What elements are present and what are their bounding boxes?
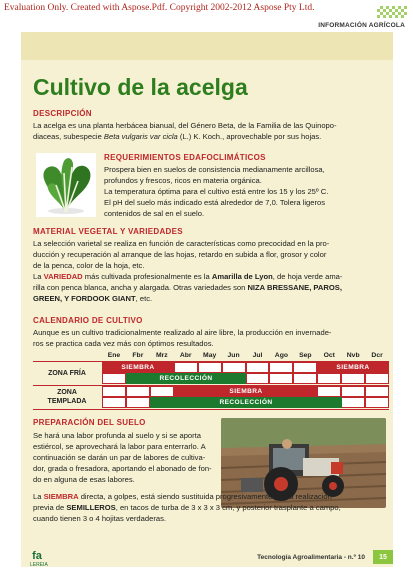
material-line-1: La selección varietal se realiza en función de características como precocidad en la pro- (33, 239, 330, 248)
material-line-2: ducción y recuperación al arranque de las hojas, retardo en subida a flor, grosor y color (33, 250, 327, 259)
logo-subtitle: LEREIA (30, 562, 48, 568)
month-oct: Oct (323, 352, 335, 359)
siembra-line-1-pre: La (33, 492, 44, 501)
requerimientos-line-4: El pH del suelo más indicado está alrededor de 7,0. Tolera ligeros (104, 198, 326, 207)
siembra-line-2-post: , en tacos de turba de 3 x 3 x 3 cm, y posterior trasplante a campo, (115, 503, 341, 512)
variedad-line-1-mid: más cultivada profesionalmente es la (82, 272, 212, 281)
zona-templada-label-1: ZONA (57, 389, 77, 396)
preparacion-text (33, 430, 215, 485)
footer-logo (30, 550, 48, 568)
species-name: Beta vulgaris var cicla (103, 132, 178, 141)
zona-templada-recoleccion-bar (150, 397, 342, 408)
preparacion-line-4: dor, grada o fresadora, aportando el abonado de fon- (33, 464, 212, 473)
month-abr: Abr (179, 352, 192, 359)
variety-list-1: NIZA BRESSANE, PAROS, (247, 283, 342, 292)
month-nvb: Nvb (346, 352, 360, 359)
preparacion-heading: PREPARACIÓN DEL SUELO (33, 418, 146, 427)
siembra-label: SIEMBRA (121, 364, 155, 371)
month-ago: Ago (274, 352, 289, 359)
siembra-text (33, 491, 389, 524)
material-line-3: de la penca, color de la hoja, etc. (33, 261, 145, 270)
watermark: Evaluation Only. Created with Aspose.Pdf. Copyright 2002-2012 Aspose Pty Ltd. (4, 3, 315, 13)
variedad-keyword: VARIEDAD (43, 272, 83, 281)
calendario-line-2: ros se practica cada vez más con óptimos resultados. (33, 339, 214, 348)
descripcion-heading: DESCRIPCIÓN (33, 109, 92, 118)
siembra-line-2 (33, 502, 389, 513)
zona-templada-siembra-bar (174, 386, 318, 397)
zona-fria-recoleccion-bar (126, 373, 246, 384)
month-jul: Jul (252, 352, 263, 359)
month-may: May (203, 352, 217, 359)
variedad-line-2-pre: rilla con penca blanca, ancha y alargada. Otras variedades son (33, 283, 248, 292)
preparacion-line-2: estiércol, se aprovechará la labor para enterrarlo. A (33, 442, 206, 451)
recoleccion-label: RECOLECCIÓN (159, 375, 213, 382)
requerimientos-line-1: Prospera bien en suelos de consistencia medianamente arcillosa, (104, 165, 325, 174)
siembra-line-1 (33, 491, 389, 502)
section-label: INFORMACIÓN AGRÍCOLA (318, 22, 405, 29)
variedad-line-3 (33, 293, 389, 304)
month-sep: Sep (299, 352, 312, 359)
month-jun: Jun (227, 352, 240, 359)
calendario-heading: CALENDARIO DE CULTIVO (33, 316, 143, 325)
preparacion-line-3: continuación se darán un par de labores de cultiva- (33, 453, 206, 462)
semilleros-keyword: SEMILLEROS (66, 503, 116, 512)
material-text (33, 238, 389, 304)
preparacion-line-5: do en alguna de esas labores. (33, 475, 135, 484)
header-bar (0, 20, 413, 31)
footer-publication: Tecnología Agroalimentaria - n.º 10 (257, 554, 365, 561)
siembra-line-1-post: directa, a golpes, está siendo sustituida progresivamente por la realización (78, 492, 332, 501)
month-mrz: Mrz (155, 352, 168, 359)
calendario-text (33, 327, 389, 349)
panel-top-band (21, 32, 393, 60)
chard-photo (36, 153, 96, 217)
siembra-line-3: cuando tienen 3 o 4 hojitas verdaderas. (33, 514, 166, 523)
descripcion-line-2-post: (L.) K. Koch., aprovechable por sus hojas. (177, 132, 322, 141)
page-title: Cultivo de la acelga (33, 74, 248, 100)
logo-mark: fa (32, 550, 42, 562)
requerimientos-line-2: profundos y frescos, ricos en materia orgánica. (104, 176, 262, 185)
variedad-line-3-post: , etc. (135, 294, 153, 303)
month-fbr: Fbr (132, 352, 144, 359)
variety-list-2: GREEN, Y FORDOOK GIANT (33, 294, 136, 303)
zona-templada-label (33, 388, 101, 406)
chard-illustration (36, 153, 96, 217)
page-number: 15 (373, 550, 393, 564)
siembra-line-2-pre: previa de (33, 503, 67, 512)
requerimientos-text (104, 164, 389, 219)
calendar-months (102, 350, 389, 361)
preparacion-line-1: Se hará una labor profunda al suelo y si se aporta (33, 431, 202, 440)
siembra-keyword: SIEMBRA (43, 492, 79, 501)
calendar-rule-bottom (33, 409, 389, 410)
requerimientos-line-3: La temperatura óptima para el cultivo está entre los 15 y los 25º C. (104, 187, 329, 196)
descripcion-line-2 (33, 131, 389, 142)
zona-fria-siembra-bar-1 (102, 362, 174, 373)
zona-templada-label-2: TEMPLADA (47, 398, 87, 405)
variedad-line-1-pre: La (33, 272, 44, 281)
variedad-line-1 (33, 271, 389, 282)
month-dcr: Dcr (371, 352, 383, 359)
siembra-label: SIEMBRA (336, 364, 370, 371)
recoleccion-label: RECOLECCIÓN (219, 399, 273, 406)
descripcion-line-2-pre: diaceas, subespecie (33, 132, 104, 141)
material-heading: MATERIAL VEGETAL Y VARIEDADES (33, 227, 183, 236)
calendario-line-1: Aunque es un cultivo tradicionalmente realizado al aire libre, la producción en invernade- (33, 328, 332, 337)
requerimientos-heading: REQUERIMIENTOS EDAFOCLIMÁTICOS (104, 153, 266, 162)
descripcion-text (33, 120, 389, 142)
variety-amarilla-lyon: Amarilla de Lyon (211, 272, 273, 281)
siembra-label: SIEMBRA (229, 388, 263, 395)
requerimientos-line-5: contenidos de sal en el suelo. (104, 209, 205, 218)
variedad-line-1-post: , de hoja verde ama- (272, 272, 343, 281)
zona-fria-label: ZONA FRÍA (48, 370, 86, 377)
month-ene: Ene (107, 352, 121, 359)
descripcion-line-1: La acelga es una planta herbácea bianual, del Género Beta, de la Familia de las Quinopo- (33, 121, 337, 130)
variedad-line-2 (33, 282, 389, 293)
checker-decoration (377, 6, 407, 18)
zona-fria-siembra-bar-2 (317, 362, 389, 373)
